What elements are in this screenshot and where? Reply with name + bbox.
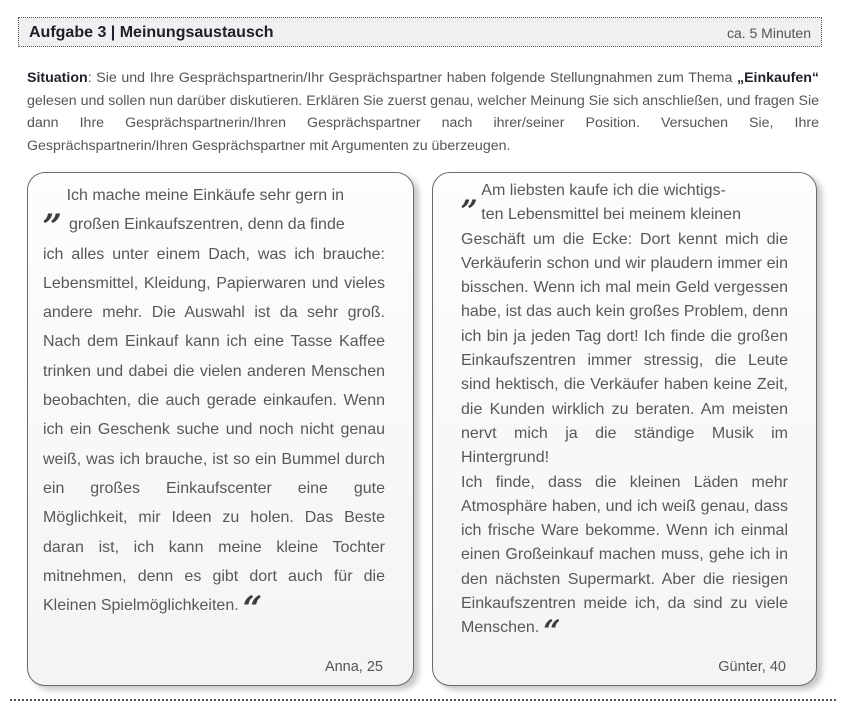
open-quote-icon: „ [461,177,479,212]
statement-body: ich alles unter einem Dach, was ich brauche: Lebensmittel, Kleidung, Papierwaren und vieles andere mehr. Die Auswahl ist da sehr groß. Nach dem Einkauf kann ich eine Tasse Kaffee trinken und dabei die vielen anderen Menschen beobachten, die auch gerade einkaufen. Wenn ich ein Geschenk suche und noch nicht genau weiß, was ich brauche, ist so ein Bummel durch ein großes Einkaufscenter eine gute Möglichkeit, mir Ideen zu holen. Das Beste daran ist, ich kann meine kleine Tochter mitnehmen, denn es gibt dort auch für die Kleinen Spielmöglichkeiten. [43,245,385,615]
statement-first-line: Am liebsten kaufe ich die wichtigs- [481,182,726,199]
statement-quote [43,181,385,630]
situation-text-2: gelesen und sollen nun darüber diskutieren. Erklären Sie zuerst genau, welcher Meinung Sie sich anschließen, und fragen Sie dann Ihre Gesprächspartnerin/Ihren Gesprächspartner nach ihrer/seiner Position. Versuchen Sie, Ihre Gesprächspartnerin/Ihren Gesprächspartner mit Argumenten zu überzeugen. [27,92,819,154]
situation-label: Situation [27,70,88,86]
task-title: Aufgabe 3 | Meinungsaustausch [29,24,274,41]
situation-topic: „Einkaufen“ [737,70,819,86]
task-duration: ca. 5 Minuten [726,25,811,41]
statement-first-line: Ich machе meine Einkäufe sehr gern in [66,187,345,204]
statement-author: Anna, 25 [324,659,383,675]
statement-quote [461,177,788,650]
statement-card-guenter [432,172,817,686]
task-header [18,17,822,47]
open-quote-icon: „ [43,188,63,228]
statement-body-2: Ich finde, dass die kleinen Läden mehr Atmosphäre haben, und ich weiß genau, dass ich frische Ware bekomme. Wenn ich einmal einen Großeinkauf machen muss, gehe ich in den nächsten Supermarkt. Aber die riesigen Einkaufszentren meide ich, da sind zu viele Menschen. [461,473,788,637]
situation-text [27,67,819,157]
statement-author: Günter, 40 [718,659,786,675]
situation-text-1: : Sie und Ihre Gesprächspartnerin/Ihr Gesprächspartner haben folgende Stellungnahmen zum Thema [87,70,737,86]
close-quote-icon: “ [543,614,561,650]
statement-second-line: großen Einkaufszentren, denn da finde [69,216,345,234]
statement-body: Geschäft um die Ecke: Dort kennt mich die Verkäuferin schon und wir plaudern immer ein bisschen. Wenn ich mal mein Geld vergessen habe, ist das auch kein großes Problem, denn ich bin ja jeden Tag dort! Ich finde die großen Einkaufszentren immer stressig, die Leute sind hektisch, die Verkäufer haben keine Zeit, die Kunden wirklich zu beraten. Am meisten nervt mich ja die ständige Musik im Hintergrund! [461,230,788,467]
statement-second-line: ten Lebensmittel bei meinem kleinen [481,206,741,224]
statement-card-anna [27,172,414,686]
close-quote-icon: “ [242,589,263,630]
bottom-divider [10,699,836,701]
